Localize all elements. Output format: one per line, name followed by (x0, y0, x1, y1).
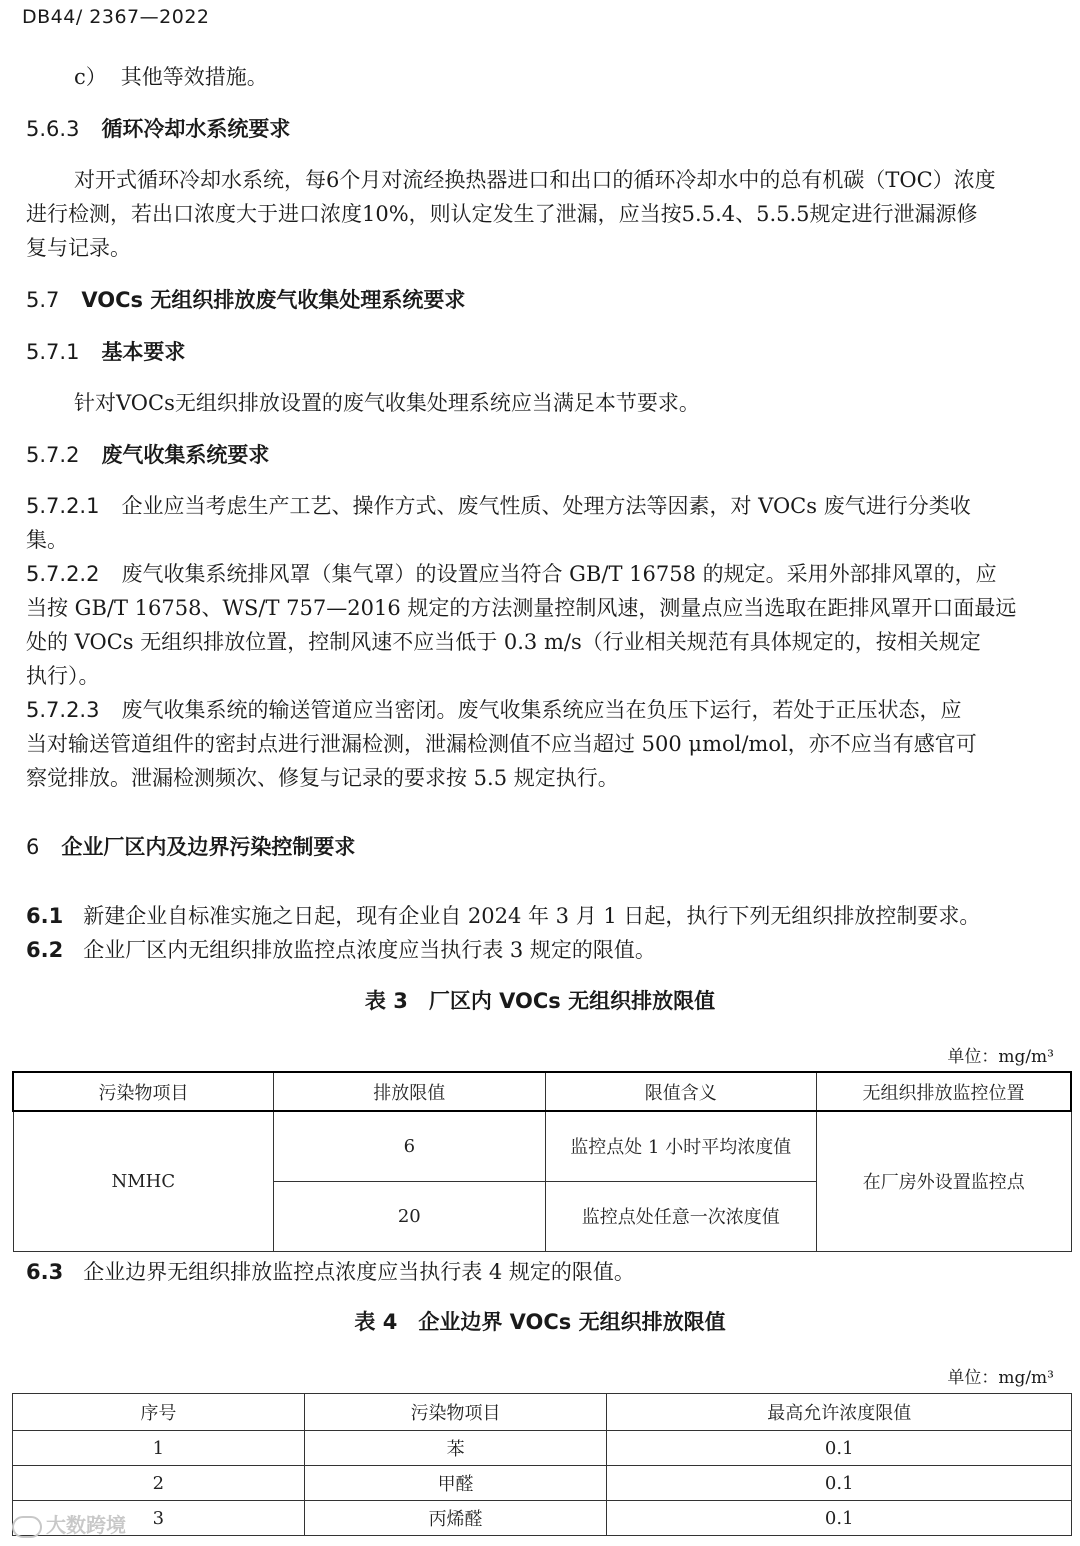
section-number: 5.6.3 (26, 117, 80, 141)
table-header: 排放限值 (274, 1072, 545, 1111)
table-header: 限值含义 (545, 1072, 816, 1111)
clause-text: 企业厂区内无组织排放监控点浓度应当执行表 3 规定的限值。 (83, 938, 656, 962)
table-3 (12, 1071, 1072, 1252)
clause-5-7-2-3 (26, 693, 961, 727)
table-3-unit: 单位：mg/m³ (947, 1047, 1054, 1067)
section-number: 5.7.2 (26, 443, 80, 467)
list-item-c (74, 60, 268, 94)
clause-number: 5.7.2.3 (26, 698, 100, 722)
paragraph-line: 集。 (26, 528, 68, 552)
table-row (13, 1501, 1072, 1536)
section-heading-5-7-1 (26, 335, 185, 369)
table-3-caption: 表 3 厂区内 VOCs 无组织排放限值 (364, 989, 716, 1013)
section-title: VOCs 无组织排放废气收集处理系统要求 (81, 288, 466, 312)
section-number: 5.7.1 (26, 340, 80, 364)
table-header: 最高允许浓度限值 (607, 1394, 1072, 1431)
table-4 (12, 1393, 1072, 1536)
clause-text: 废气收集系统排风罩（集气罩）的设置应当符合 GB/T 16758 的规定。采用外部排风罩的，应 (121, 562, 997, 586)
clause-number: 6.1 (26, 904, 64, 928)
table-row (13, 1466, 1072, 1501)
limit-cell: 6 (274, 1111, 545, 1181)
table-header: 序号 (13, 1394, 305, 1431)
document-code: DB44/ 2367—2022 (22, 6, 210, 28)
table-4-caption: 表 4 企业边界 VOCs 无组织排放限值 (354, 1310, 726, 1334)
row-number-cell: 1 (13, 1431, 305, 1466)
table-row (13, 1111, 1071, 1181)
meaning-cell: 监控点处 1 小时平均浓度值 (545, 1111, 816, 1181)
clause-text: 新建企业自标准实施之日起，现有企业自 2024 年 3 月 1 日起，执行下列无组织排放控制要求。 (83, 904, 981, 928)
clause-5-7-2-1 (26, 489, 971, 523)
row-number-cell: 3 (13, 1501, 305, 1536)
watermark (12, 1509, 126, 1538)
table-header: 无组织排放监控位置 (816, 1072, 1071, 1111)
paragraph-line: 执行）。 (26, 664, 100, 688)
limit-cell: 0.1 (607, 1431, 1072, 1466)
section-title: 循环冷却水系统要求 (101, 117, 291, 141)
table-header: 污染物项目 (13, 1072, 274, 1111)
paragraph-line: 处的 VOCs 无组织排放位置，控制风速不应当低于 0.3 m/s（行业相关规范有具体规定的，按相关规定 (26, 630, 981, 654)
clause-5-7-2-2 (26, 557, 997, 591)
paragraph-line: 当对输送管道组件的密封点进行泄漏检测，泄漏检测值不应当超过 500 μmol/mol，亦不应当有感官可 (26, 732, 977, 756)
paragraph-line: 对开式循环冷却水系统，每6个月对流经换热器进口和出口的循环冷却水中的总有机碳（TOC）浓度 (74, 168, 996, 192)
section-heading-6 (26, 830, 355, 864)
table-header: 污染物项目 (304, 1394, 607, 1431)
meaning-cell: 监控点处任意一次浓度值 (545, 1181, 816, 1251)
section-heading-5-7 (26, 283, 465, 317)
paragraph-line: 针对VOCs无组织排放设置的废气收集处理系统应当满足本节要求。 (74, 391, 700, 415)
paragraph-line: 察觉排放。泄漏检测频次、修复与记录的要求按 5.5 规定执行。 (26, 766, 619, 790)
section-title: 废气收集系统要求 (101, 443, 270, 467)
paragraph-line: 进行检测，若出口浓度大于进口浓度10%，则认定发生了泄漏，应当按5.5.4、5.5.5规定进行泄漏源修 (26, 202, 978, 226)
clause-text: 企业边界无组织排放监控点浓度应当执行表 4 规定的限值。 (83, 1260, 635, 1284)
list-item-text: 其他等效措施。 (120, 65, 268, 89)
section-heading-5-6-3 (26, 112, 290, 146)
paragraph-line: 复与记录。 (26, 236, 131, 260)
pollutant-cell: 甲醛 (304, 1466, 607, 1501)
section-title: 企业厂区内及边界污染控制要求 (61, 835, 356, 859)
row-number-cell: 2 (13, 1466, 305, 1501)
clause-number: 6.3 (26, 1260, 64, 1284)
table-row (13, 1431, 1072, 1466)
paragraph-line: 当按 GB/T 16758、WS/T 757—2016 规定的方法测量控制风速，测量点应当选取在距排风罩开口面最远 (26, 596, 1017, 620)
limit-cell: 20 (274, 1181, 545, 1251)
clause-text: 废气收集系统的输送管道应当密闭。废气收集系统应当在负压下运行，若处于正压状态，应 (121, 698, 962, 722)
clause-number: 6.2 (26, 938, 64, 962)
limit-cell: 0.1 (607, 1466, 1072, 1501)
clause-6-2 (26, 933, 656, 967)
pollutant-cell: 苯 (304, 1431, 607, 1466)
section-number: 6 (26, 835, 40, 859)
watermark-logo-icon (12, 1516, 42, 1538)
section-heading-5-7-2 (26, 438, 269, 472)
watermark-text: 大数跨境 (46, 1513, 126, 1537)
location-cell: 在厂房外设置监控点 (816, 1111, 1071, 1251)
clause-6-3 (26, 1255, 635, 1289)
clause-text: 企业应当考虑生产工艺、操作方式、废气性质、处理方法等因素，对 VOCs 废气进行分类收 (121, 494, 971, 518)
list-marker: c） (74, 65, 107, 89)
limit-cell: 0.1 (607, 1501, 1072, 1536)
section-title: 基本要求 (101, 340, 186, 364)
clause-number: 5.7.2.2 (26, 562, 100, 586)
clause-6-1 (26, 899, 980, 933)
pollutant-cell: 丙烯醛 (304, 1501, 607, 1536)
pollutant-cell: NMHC (13, 1111, 274, 1251)
table-4-unit: 单位：mg/m³ (947, 1368, 1054, 1388)
clause-number: 5.7.2.1 (26, 494, 100, 518)
section-number: 5.7 (26, 288, 60, 312)
